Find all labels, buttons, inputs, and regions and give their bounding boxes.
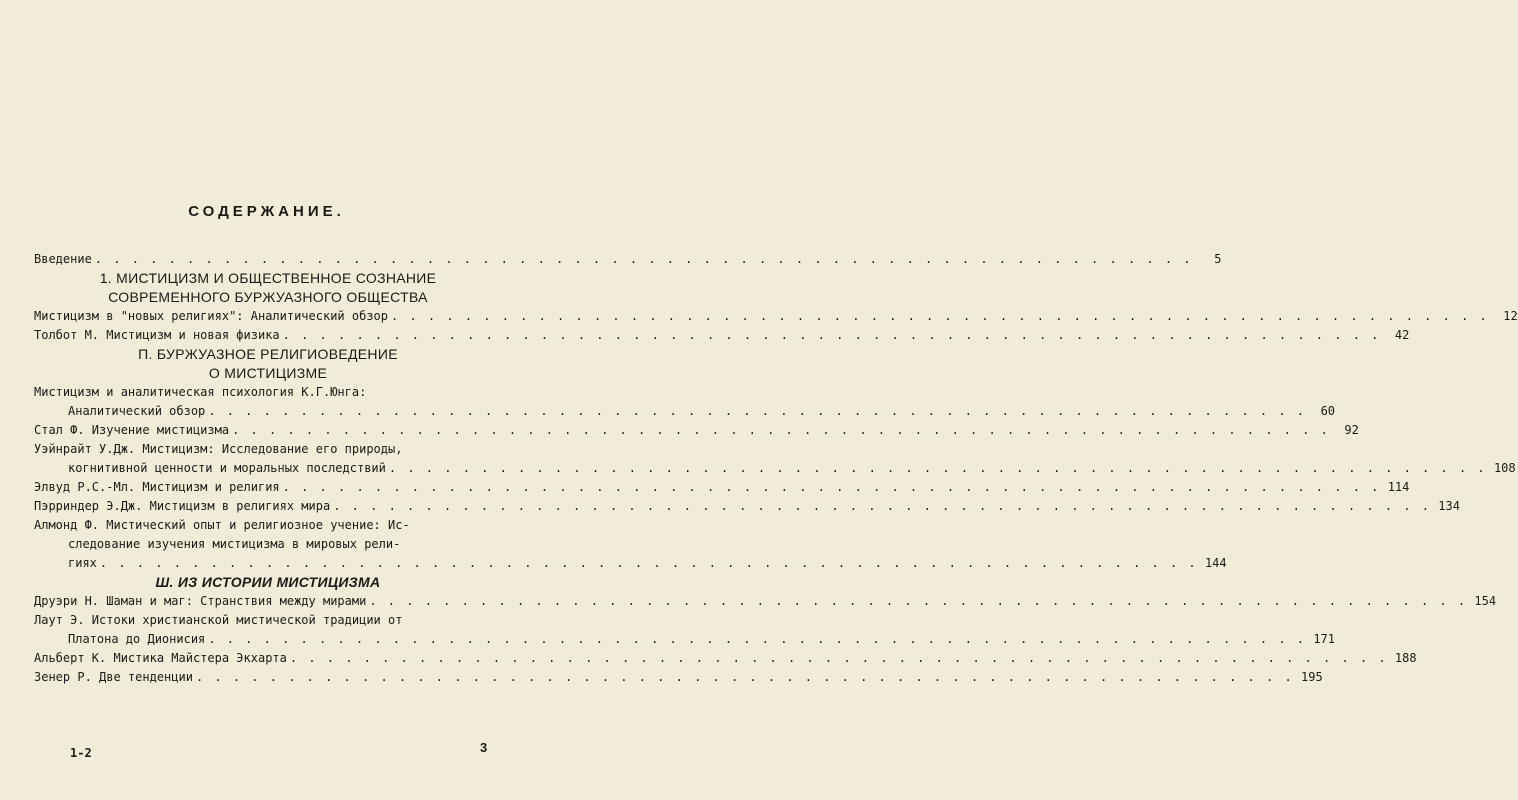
toc-entry-text: следование изучения мистицизма в мировых рели- <box>68 537 401 551</box>
toc-entry <box>34 250 1222 269</box>
leader-dots: . . . . . . . . . . . . . . . . . . . . . . . . . . . . . . . . . . . . . . . . . . . . . . . . . . . . . . . . . . . . <box>391 309 1489 323</box>
toc-page-number: 92 <box>1344 423 1359 437</box>
toc-line <box>34 383 502 402</box>
toc-line <box>34 611 502 630</box>
leader-dots: . . . . . . . . . . . . . . . . . . . . . . . . . . . . . . . . . . . . . . . . . . . . . . . . . . . . . . . . . . . . <box>94 252 1193 266</box>
section-heading: СОВРЕМЕННОГО БУРЖУАЗНОГО ОБЩЕСТВА <box>108 289 428 305</box>
leader-dots: . . . . . . . . . . . . . . . . . . . . . . . . . . . . . . . . . . . . . . . . . . . . . . . . . . . . . . . . . . . . <box>388 461 1487 475</box>
toc-entry-text: Уэйнрайт У.Дж. Мистицизм: Исследование его природы, <box>34 442 403 456</box>
leader-dots: . . . . . . . . . . . . . . . . . . . . . . . . . . . . . . . . . . . . . . . . . . . . . . . . . . . . . . . . . . . . <box>333 499 1431 513</box>
toc-entry <box>34 402 1336 421</box>
toc-entry <box>34 326 1410 345</box>
toc-line <box>34 516 502 535</box>
toc-entry-text: Мистицизм и аналитическая психология К.Г.Юнга: <box>34 385 367 399</box>
toc-entry-text: Толбот М. Мистицизм и новая физика <box>34 328 280 342</box>
toc-page-number: 195 <box>1301 670 1323 684</box>
signature-mark: 1-2 <box>70 746 92 760</box>
page-title: СОДЕРЖАНИЕ. <box>188 203 345 220</box>
leader-dots: . . . . . . . . . . . . . . . . . . . . . . . . . . . . . . . . . . . . . . . . . . . . . . . . . . . . . . . . . . . . <box>195 670 1294 684</box>
toc-line <box>34 535 502 554</box>
toc-page-number: 108 <box>1493 461 1516 475</box>
toc-page-number: 144 <box>1204 556 1227 570</box>
toc-page-number: 171 <box>1313 632 1336 646</box>
toc-entry <box>34 668 1323 687</box>
section-heading: Ш. ИЗ ИСТОРИИ МИСТИЦИЗМА <box>155 574 381 590</box>
section-heading: П. БУРЖУАЗНОЕ РЕЛИГИОВЕДЕНИЕ <box>138 346 398 362</box>
toc-entry-text: Стал Ф. Изучение мистицизма <box>34 423 230 437</box>
toc-entry-text: Введение <box>34 252 92 266</box>
toc-entry <box>34 592 1497 611</box>
toc-entry <box>34 649 1417 668</box>
leader-dots: . . . . . . . . . . . . . . . . . . . . . . . . . . . . . . . . . . . . . . . . . . . . . . . . . . . . . . . . . . . . <box>369 594 1468 608</box>
leader-dots: . . . . . . . . . . . . . . . . . . . . . . . . . . . . . . . . . . . . . . . . . . . . . . . . . . . . . . . . . . . . <box>99 556 1198 570</box>
section-heading: О МИСТИЦИЗМЕ <box>208 365 328 381</box>
toc-entry <box>34 459 1516 478</box>
toc-entry-text: гиях <box>68 556 97 570</box>
leader-dots: . . . . . . . . . . . . . . . . . . . . . . . . . . . . . . . . . . . . . . . . . . . . . . . . . . . . . . . . . . . . <box>282 480 1381 494</box>
toc-page-number: 188 <box>1394 651 1417 665</box>
toc-entry-text: когнитивной ценности и моральных последствий <box>68 461 386 475</box>
toc-entry-text: Аналитический обзор <box>68 404 206 418</box>
table-of-contents <box>34 250 1518 687</box>
toc-page-number: 5 <box>1214 252 1222 266</box>
toc-page-number: 154 <box>1474 594 1497 608</box>
toc-page-number: 134 <box>1438 499 1460 513</box>
toc-entry-text: Алмонд Ф. Мистический опыт и религиозное учение: Ис- <box>34 518 410 532</box>
toc-entry <box>34 421 1359 440</box>
toc-entry <box>34 478 1410 497</box>
toc-line <box>34 440 502 459</box>
toc-entry <box>34 630 1336 649</box>
leader-dots: . . . . . . . . . . . . . . . . . . . . . . . . . . . . . . . . . . . . . . . . . . . . . . . . . . . . . . . . . . . . <box>208 632 1307 646</box>
section-heading: 1. МИСТИЦИЗМ И ОБЩЕСТВЕННОЕ СОЗНАНИЕ <box>99 270 437 286</box>
toc-page-number: 42 <box>1394 328 1410 342</box>
toc-entry-text: Альберт К. Мистика Майстера Экхарта <box>34 651 287 665</box>
toc-entry-text: Друэри Н. Шаман и маг: Странствия между мирами <box>34 594 367 608</box>
leader-dots: . . . . . . . . . . . . . . . . . . . . . . . . . . . . . . . . . . . . . . . . . . . . . . . . . . . . . . . . . . . . <box>282 328 1381 342</box>
leader-dots: . . . . . . . . . . . . . . . . . . . . . . . . . . . . . . . . . . . . . . . . . . . . . . . . . . . . . . . . . . . . <box>208 404 1307 418</box>
toc-page-number: 114 <box>1387 480 1410 494</box>
leader-dots: . . . . . . . . . . . . . . . . . . . . . . . . . . . . . . . . . . . . . . . . . . . . . . . . . . . . . . . . . . . . <box>289 651 1388 665</box>
toc-entry <box>34 497 1460 516</box>
toc-entry <box>34 307 1518 326</box>
toc-entry-text: Лаут Э. Истоки христианской мистической традиции от <box>34 613 403 627</box>
toc-page-number: 60 <box>1320 404 1336 418</box>
toc-entry-text: Пэрриндер Э.Дж. Мистицизм в религиях мира <box>34 499 331 513</box>
toc-entry-text: Зенер Р. Две тенденции <box>34 670 193 684</box>
leader-dots: . . . . . . . . . . . . . . . . . . . . . . . . . . . . . . . . . . . . . . . . . . . . . . . . . . . . . . . . . . . . <box>232 423 1330 437</box>
toc-entry-text: Мистицизм в "новых религиях": Аналитический обзор <box>34 309 389 323</box>
page-number: 3 <box>480 740 488 755</box>
toc-entry-text: Платона до Дионисия <box>68 632 206 646</box>
toc-page-number: 12 <box>1503 309 1518 323</box>
toc-entry <box>34 554 1227 573</box>
toc-entry-text: Элвуд Р.С.-Мл. Мистицизм и религия <box>34 480 280 494</box>
